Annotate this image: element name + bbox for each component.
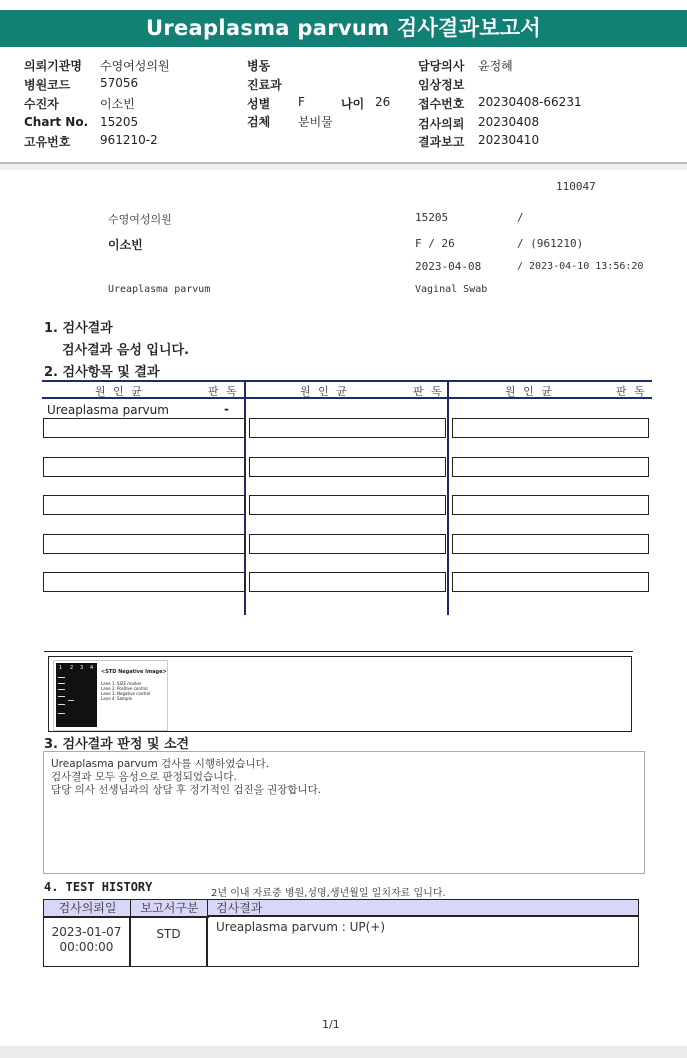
summary-sex-age: F / 26 [415, 237, 455, 250]
col-judge-header: 판 독 [413, 385, 444, 398]
opinion-box [43, 751, 645, 874]
sex-label: 성별 [247, 97, 271, 111]
item-name: Ureaplasma parvum [47, 403, 169, 417]
col-pathogen-header: 원 인 균 [505, 385, 554, 398]
history-time: 00:00:00 [59, 940, 114, 954]
summary-slash: / [517, 211, 524, 224]
result-cell-box [452, 457, 649, 477]
col-judge-header: 판 독 [616, 385, 647, 398]
history-header-date: 검사의뢰일 [43, 899, 132, 918]
lane-number: 1 [59, 665, 63, 671]
hospital-code-value: 57056 [100, 76, 139, 90]
receipt-label: 접수번호 [418, 97, 465, 111]
history-type: STD [130, 916, 207, 967]
specimen-label: 검체 [247, 115, 271, 129]
gel-band [58, 704, 65, 705]
col-pathogen-header: 원 인 균 [95, 385, 144, 398]
report-code: 110047 [556, 180, 596, 193]
table-top-rule [42, 380, 652, 382]
patient-info-block [0, 55, 687, 155]
result-cell-box [43, 572, 245, 592]
result-cell-box [452, 495, 649, 515]
patient-label: 수진자 [24, 97, 59, 111]
specimen-value: 분비물 [298, 115, 333, 129]
gel-band [58, 689, 65, 690]
lane-number: 3 [80, 665, 84, 671]
history-header-result: 검사결과 [207, 899, 639, 916]
receipt-value: 20230408-66231 [478, 95, 582, 109]
age-value: 26 [375, 95, 391, 109]
summary-specimen: Vaginal Swab [415, 284, 488, 295]
age-label: 나이 [341, 97, 365, 111]
history-date: 2023-01-07 [51, 925, 122, 939]
summary-chart: 15205 [415, 211, 449, 224]
gel-band [68, 700, 74, 701]
page-number: 1/1 [322, 1018, 340, 1031]
doctor-label: 담당의사 [418, 59, 465, 73]
item-result: - [224, 402, 229, 416]
summary-birth: / (961210) [517, 237, 584, 250]
result-cell-box [43, 534, 245, 554]
result-label: 결과보고 [418, 135, 465, 149]
result-cell-box [43, 495, 245, 515]
gel-top-rule [44, 651, 633, 652]
summary-request-date: 2023-04-08 [415, 260, 482, 273]
gel-band [58, 713, 65, 714]
result-cell-box [249, 457, 446, 477]
institution-value: 수영여성의원 [100, 59, 170, 73]
clinical-label: 임상정보 [418, 78, 465, 92]
section1-title: 1. 검사결과 [44, 321, 113, 336]
footer-bar [0, 1046, 687, 1058]
result-cell-box [249, 418, 446, 438]
opinion-line: 담당 의사 선생님과의 상담 후 정기적인 검진을 권장합니다. [51, 784, 322, 796]
lane-number: 2 [70, 665, 74, 671]
summary-report-datetime: / 2023-04-10 13:56:20 [517, 261, 644, 272]
unique-label: 고유번호 [24, 135, 71, 149]
summary-test: Ureaplasma parvum [108, 284, 211, 295]
request-label: 검사의뢰 [418, 117, 465, 131]
gel-band [58, 696, 65, 697]
section4-title: 4. TEST HISTORY [44, 880, 153, 894]
column-divider [447, 380, 449, 615]
section1-text: 검사결과 음성 입니다. [62, 343, 190, 358]
result-cell-box [452, 572, 649, 592]
section3-title: 3. 검사결과 판정 및 소견 [44, 737, 190, 752]
result-cell-box [452, 534, 649, 554]
result-cell-box [249, 534, 446, 554]
history-result: Ureaplasma parvum : UP(+) [207, 916, 639, 967]
col-pathogen-header: 원 인 균 [300, 385, 349, 398]
result-cell-box [43, 418, 245, 438]
gel-caption: <STD Negative Image> [101, 669, 167, 675]
doctor-value: 윤정혜 [478, 59, 513, 73]
chart-value: 15205 [100, 115, 139, 129]
result-value: 20230410 [478, 133, 540, 147]
unique-value: 961210-2 [100, 133, 158, 147]
result-cell-box [249, 572, 446, 592]
request-value: 20230408 [478, 115, 540, 129]
history-header-type: 보고서구분 [130, 899, 209, 918]
result-cell-box [452, 418, 649, 438]
chart-label: Chart No. [24, 115, 89, 129]
summary-institution: 수영여성의원 [108, 213, 172, 226]
gel-legend-line: Lane 3. Negative control [101, 691, 151, 696]
gel-photo [56, 663, 97, 727]
col-judge-header: 판 독 [208, 385, 239, 398]
ward-label: 병동 [247, 59, 271, 73]
gel-legend-line: Lane 1. SIZE marker [101, 681, 142, 686]
summary-name: 이소빈 [108, 238, 143, 252]
patient-value: 이소빈 [100, 97, 135, 111]
header-shadow [0, 164, 687, 170]
lane-number: 4 [90, 665, 94, 671]
gel-band [58, 683, 65, 684]
gel-legend-line: Lane 4. Sample [101, 696, 133, 701]
section2-title: 2. 검사항목 및 결과 [44, 365, 160, 380]
history-date-cell [43, 916, 130, 967]
opinion-line: Ureaplasma parvum 검사를 시행하였습니다. [51, 758, 270, 770]
gel-image-frame [48, 656, 632, 732]
opinion-line: 검사결과 모두 음성으로 판정되었습니다. [51, 771, 237, 783]
hospital-code-label: 병원코드 [24, 78, 71, 92]
result-cell-box [249, 495, 446, 515]
gel-legend-line: Lane 2. Positive control [101, 686, 148, 691]
gel-band [58, 677, 65, 678]
gel-image-card [53, 660, 168, 731]
sex-value: F [298, 95, 305, 109]
dept-label: 진료과 [247, 78, 282, 92]
report-title: Ureaplasma parvum 검사결과보고서 [0, 10, 687, 47]
result-cell-box [43, 457, 245, 477]
institution-label: 의뢰기관명 [24, 59, 82, 73]
history-note: 2년 이내 자료중 병원,성명,생년월일 일치자료 입니다. [211, 888, 446, 899]
